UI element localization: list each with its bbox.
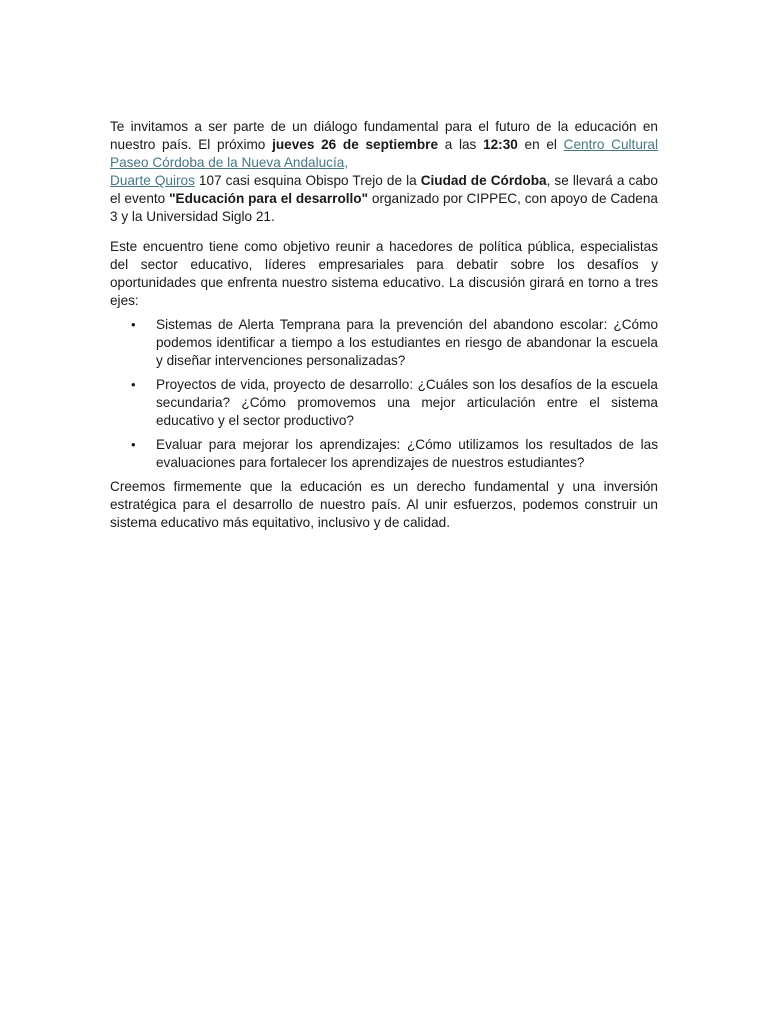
bullet-marker: • xyxy=(131,317,136,332)
objective-paragraph: Este encuentro tiene como objetivo reunir a hacedores de política pública, especialistas del sector educativo, líderes empresariales para debatir sobre los desafíos y oportunidades que enfrenta nuestro sistema educativo. La discusión girará en torno a tres ejes: xyxy=(110,239,658,308)
bullet-marker: • xyxy=(131,377,136,392)
venue-link[interactable]: Centro Cultural Paseo Córdoba de la Nueva Andalucía, xyxy=(110,137,659,170)
street-link[interactable]: Duarte Quiros xyxy=(110,173,195,188)
organizer-text: organizado por CIPPEC, con apoyo de Cadena 3 y la Universidad Siglo 21. xyxy=(110,191,658,224)
list-item-text: Proyectos de vida, proyecto de desarrollo: ¿Cuáles son los desafíos de la escuela secundaria? ¿Cómo promovemos una mejor articulación entre el sistema educativo y el sector productivo? xyxy=(156,377,658,428)
event-prefix-text: , se llevará a cabo el evento xyxy=(110,173,658,206)
list-item xyxy=(110,436,658,472)
event-city: Ciudad de Córdoba xyxy=(420,173,547,188)
bullet-marker: • xyxy=(131,437,136,452)
event-time: 12:30 xyxy=(483,137,518,152)
event-date: jueves 26 de septiembre xyxy=(272,137,439,152)
time-prefix-text: a las xyxy=(438,137,484,152)
list-item xyxy=(110,376,658,430)
invitation-paragraph xyxy=(110,118,658,226)
closing-paragraph: Creemos firmemente que la educación es un derecho fundamental y una inversión estratégica para el desarrollo de nuestro país. Al unir esfuerzos, podemos construir un sistema educativo más equitativo, inclusivo y de calidad. xyxy=(110,479,658,530)
venue-prefix-text: en el xyxy=(517,137,564,152)
list-item xyxy=(110,316,658,370)
address-text: 107 casi esquina Obispo Trejo de la xyxy=(194,173,421,188)
list-item-text: Evaluar para mejorar los aprendizajes: ¿Cómo utilizamos los resultados de las evaluaciones para fortalecer los aprendizajes de nuestros estudiantes? xyxy=(156,437,658,470)
event-name: "Educación para el desarrollo" xyxy=(169,191,369,206)
axes-list xyxy=(110,316,658,472)
intro-text: Te invitamos a ser parte de un diálogo fundamental para el futuro de la educación en nuestro país. El próximo xyxy=(110,119,658,152)
document-body xyxy=(110,118,658,532)
list-item-text: Sistemas de Alerta Temprana para la prevención del abandono escolar: ¿Cómo podemos identificar a tiempo a los estudiantes en riesgo de abandonar la escuela y diseñar intervenciones personalizadas? xyxy=(156,317,658,368)
